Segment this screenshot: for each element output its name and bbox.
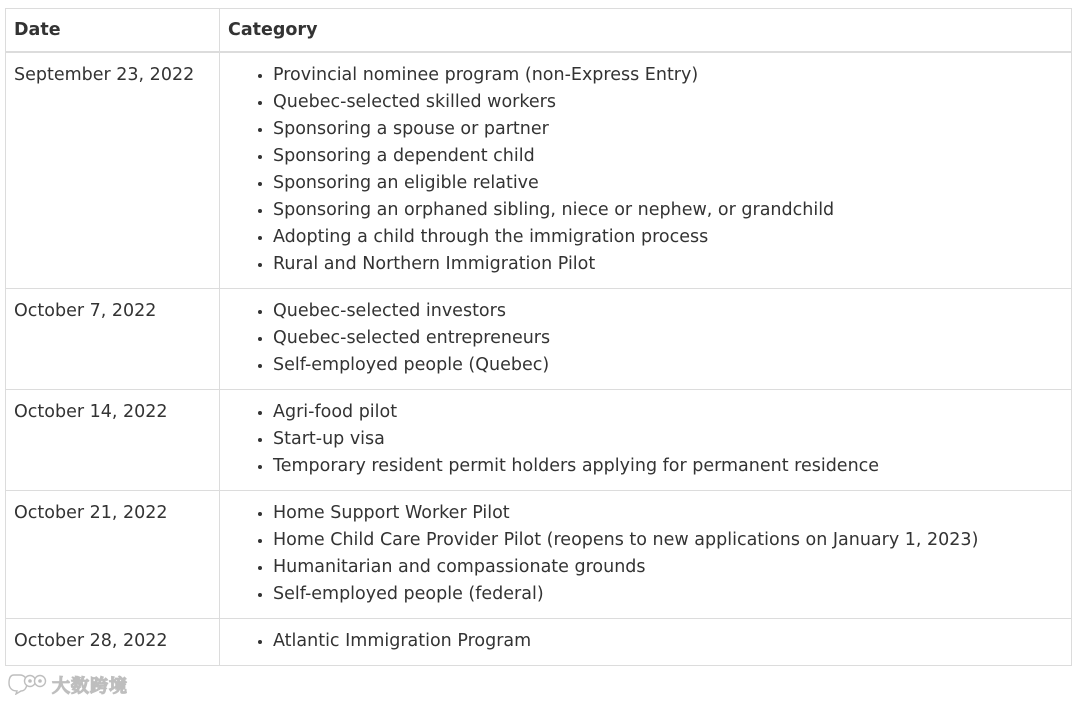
category-list (228, 298, 1063, 379)
category-cell (220, 619, 1072, 666)
category-cell (220, 390, 1072, 491)
category-cell (220, 289, 1072, 390)
list-item: • Self-employed people (Quebec) (273, 352, 1063, 379)
list-item: • Quebec-selected investors (273, 298, 1063, 325)
table-row (6, 619, 1072, 666)
list-item: • Quebec-selected entrepreneurs (273, 325, 1063, 352)
table-row (6, 52, 1072, 289)
category-cell (220, 491, 1072, 619)
list-item: • Rural and Northern Immigration Pilot (273, 251, 1063, 278)
chat-bubble-logo-icon (8, 671, 48, 699)
category-cell (220, 52, 1072, 289)
list-item: • Adopting a child through the immigration process (273, 224, 1063, 251)
date-cell: October 28, 2022 (6, 619, 220, 666)
header-category: Category (220, 9, 1072, 53)
category-list (228, 628, 1063, 655)
category-list (228, 500, 1063, 608)
schedule-table (5, 8, 1072, 666)
date-cell: September 23, 2022 (6, 52, 220, 289)
list-item: • Sponsoring a dependent child (273, 143, 1063, 170)
list-item: • Temporary resident permit holders applying for permanent residence (273, 453, 1063, 480)
date-cell: October 7, 2022 (6, 289, 220, 390)
list-item: • Start-up visa (273, 426, 1063, 453)
list-item: • Quebec-selected skilled workers (273, 89, 1063, 116)
list-item: • Self-employed people (federal) (273, 581, 1063, 608)
list-item: • Agri-food pilot (273, 399, 1063, 426)
category-list (228, 399, 1063, 480)
watermark-text: 大数跨境 (52, 676, 128, 697)
list-item: • Home Child Care Provider Pilot (reopens to new applications on January 1, 2023) (273, 527, 1063, 554)
list-item: • Sponsoring a spouse or partner (273, 116, 1063, 143)
table-row (6, 491, 1072, 619)
list-item: • Home Support Worker Pilot (273, 500, 1063, 527)
list-item: • Sponsoring an orphaned sibling, niece or nephew, or grandchild (273, 197, 1063, 224)
schedule-table-container (5, 8, 1072, 666)
table-header-row (6, 9, 1072, 53)
list-item: • Provincial nominee program (non-Express Entry) (273, 62, 1063, 89)
list-item: • Atlantic Immigration Program (273, 628, 1063, 655)
table-row (6, 390, 1072, 491)
list-item: • Humanitarian and compassionate grounds (273, 554, 1063, 581)
watermark (8, 672, 128, 698)
date-cell: October 21, 2022 (6, 491, 220, 619)
list-item: • Sponsoring an eligible relative (273, 170, 1063, 197)
category-list (228, 62, 1063, 278)
header-date: Date (6, 9, 220, 53)
table-row (6, 289, 1072, 390)
date-cell: October 14, 2022 (6, 390, 220, 491)
